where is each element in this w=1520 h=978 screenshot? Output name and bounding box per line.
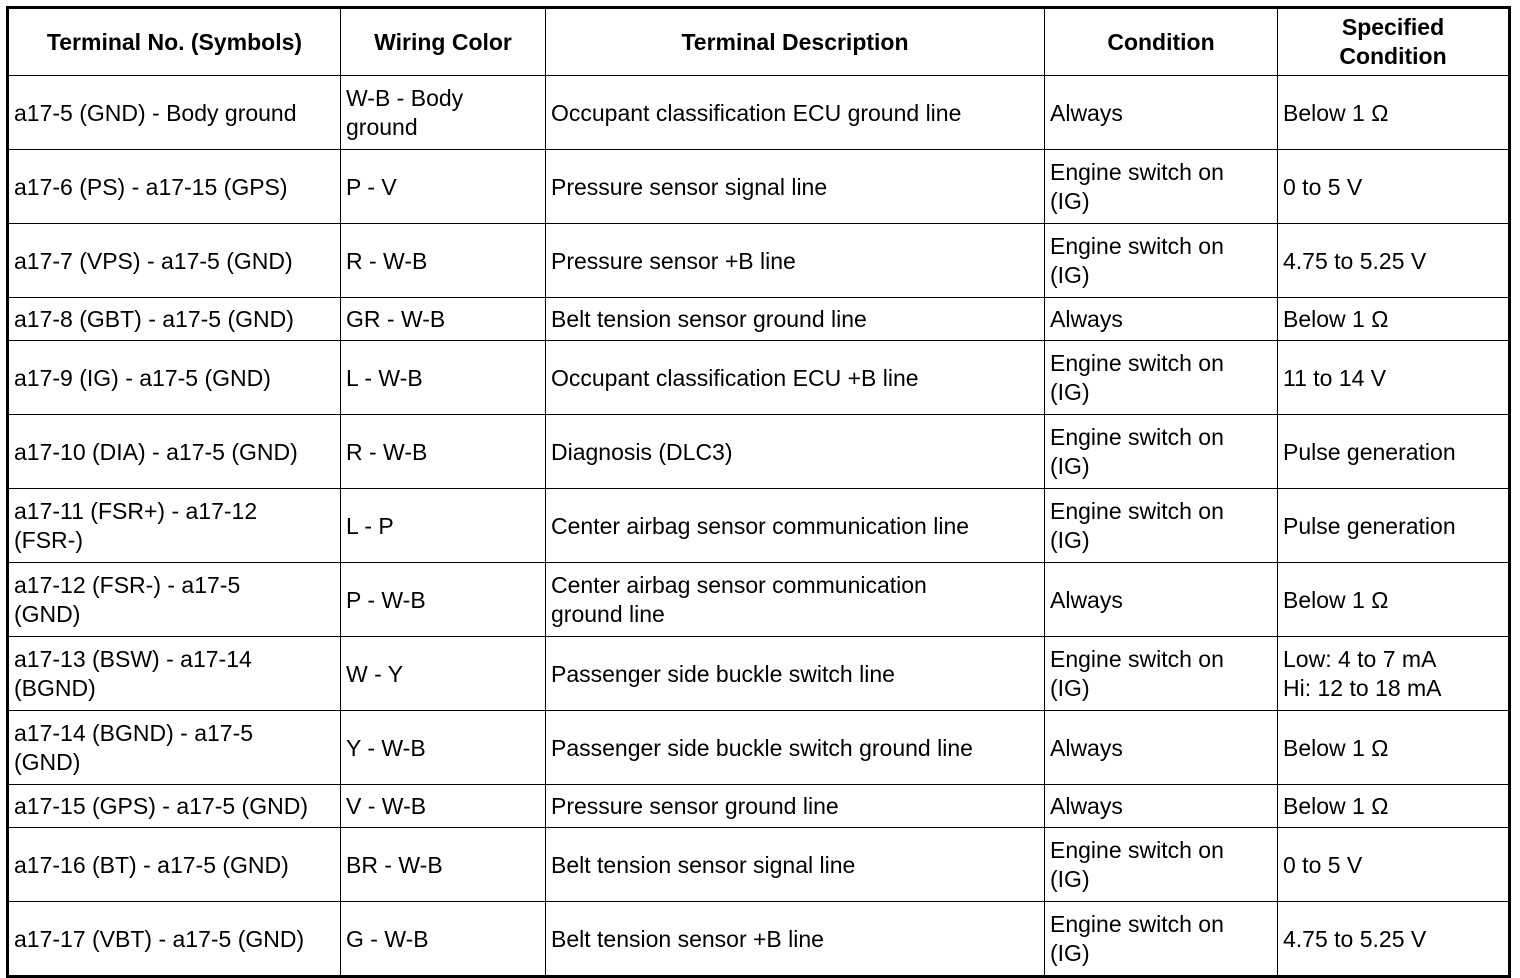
cell-specified-condition: 4.75 to 5.25 V bbox=[1278, 224, 1510, 298]
header-row bbox=[8, 8, 1510, 76]
cell-terminal-no: a17-14 (BGND) - a17-5 (GND) bbox=[8, 711, 341, 785]
cell-wiring-color: GR - W-B bbox=[341, 298, 546, 341]
cell-terminal-description: Occupant classification ECU ground line bbox=[546, 76, 1045, 150]
cell-wiring-color: R - W-B bbox=[341, 224, 546, 298]
cell-specified-condition: Low: 4 to 7 mA Hi: 12 to 18 mA bbox=[1278, 637, 1510, 711]
cell-wiring-color: V - W-B bbox=[341, 785, 546, 828]
cell-condition: Always bbox=[1045, 711, 1278, 785]
cell-condition: Engine switch on (IG) bbox=[1045, 902, 1278, 977]
cell-specified-condition: Below 1 Ω bbox=[1278, 785, 1510, 828]
cell-condition: Always bbox=[1045, 298, 1278, 341]
cell-specified-condition: Pulse generation bbox=[1278, 415, 1510, 489]
cell-terminal-description: Belt tension sensor +B line bbox=[546, 902, 1045, 977]
cell-condition: Engine switch on (IG) bbox=[1045, 150, 1278, 224]
header-terminal-no: Terminal No. (Symbols) bbox=[8, 8, 341, 76]
cell-condition: Engine switch on (IG) bbox=[1045, 415, 1278, 489]
cell-terminal-description: Belt tension sensor ground line bbox=[546, 298, 1045, 341]
table-row bbox=[8, 711, 1510, 785]
cell-terminal-description: Diagnosis (DLC3) bbox=[546, 415, 1045, 489]
table-row bbox=[8, 298, 1510, 341]
cell-terminal-no: a17-16 (BT) - a17-5 (GND) bbox=[8, 828, 341, 902]
header-wiring-color: Wiring Color bbox=[341, 8, 546, 76]
header-condition: Condition bbox=[1045, 8, 1278, 76]
cell-condition: Engine switch on (IG) bbox=[1045, 224, 1278, 298]
cell-condition: Engine switch on (IG) bbox=[1045, 489, 1278, 563]
cell-wiring-color: R - W-B bbox=[341, 415, 546, 489]
cell-specified-condition: Below 1 Ω bbox=[1278, 298, 1510, 341]
cell-condition: Always bbox=[1045, 785, 1278, 828]
cell-terminal-no: a17-6 (PS) - a17-15 (GPS) bbox=[8, 150, 341, 224]
table-row bbox=[8, 150, 1510, 224]
cell-terminal-description: Center airbag sensor communication line bbox=[546, 489, 1045, 563]
cell-wiring-color: L - P bbox=[341, 489, 546, 563]
cell-condition: Always bbox=[1045, 563, 1278, 637]
cell-wiring-color: W-B - Body ground bbox=[341, 76, 546, 150]
table-row bbox=[8, 637, 1510, 711]
cell-terminal-description: Occupant classification ECU +B line bbox=[546, 341, 1045, 415]
cell-terminal-no: a17-17 (VBT) - a17-5 (GND) bbox=[8, 902, 341, 977]
cell-terminal-no: a17-13 (BSW) - a17-14 (BGND) bbox=[8, 637, 341, 711]
cell-specified-condition: 4.75 to 5.25 V bbox=[1278, 902, 1510, 977]
cell-terminal-no: a17-15 (GPS) - a17-5 (GND) bbox=[8, 785, 341, 828]
cell-condition: Engine switch on (IG) bbox=[1045, 828, 1278, 902]
cell-terminal-description: Pressure sensor ground line bbox=[546, 785, 1045, 828]
cell-condition: Engine switch on (IG) bbox=[1045, 341, 1278, 415]
cell-condition: Engine switch on (IG) bbox=[1045, 637, 1278, 711]
cell-terminal-no: a17-7 (VPS) - a17-5 (GND) bbox=[8, 224, 341, 298]
table-row bbox=[8, 224, 1510, 298]
cell-wiring-color: G - W-B bbox=[341, 902, 546, 977]
cell-terminal-description: Belt tension sensor signal line bbox=[546, 828, 1045, 902]
cell-terminal-description: Pressure sensor +B line bbox=[546, 224, 1045, 298]
cell-specified-condition: 0 to 5 V bbox=[1278, 150, 1510, 224]
cell-specified-condition: Below 1 Ω bbox=[1278, 76, 1510, 150]
cell-wiring-color: P - W-B bbox=[341, 563, 546, 637]
table-row bbox=[8, 902, 1510, 977]
cell-specified-condition: 0 to 5 V bbox=[1278, 828, 1510, 902]
table-row bbox=[8, 563, 1510, 637]
cell-terminal-description: Passenger side buckle switch line bbox=[546, 637, 1045, 711]
cell-wiring-color: P - V bbox=[341, 150, 546, 224]
cell-specified-condition: Below 1 Ω bbox=[1278, 711, 1510, 785]
cell-terminal-no: a17-5 (GND) - Body ground bbox=[8, 76, 341, 150]
terminal-spec-table bbox=[6, 6, 1511, 978]
table-row bbox=[8, 76, 1510, 150]
cell-wiring-color: W - Y bbox=[341, 637, 546, 711]
table-row bbox=[8, 415, 1510, 489]
cell-terminal-description: Center airbag sensor communication ground line bbox=[546, 563, 1045, 637]
cell-wiring-color: BR - W-B bbox=[341, 828, 546, 902]
table-row bbox=[8, 785, 1510, 828]
cell-wiring-color: L - W-B bbox=[341, 341, 546, 415]
cell-specified-condition: Pulse generation bbox=[1278, 489, 1510, 563]
cell-terminal-description: Passenger side buckle switch ground line bbox=[546, 711, 1045, 785]
table-row bbox=[8, 489, 1510, 563]
cell-terminal-no: a17-10 (DIA) - a17-5 (GND) bbox=[8, 415, 341, 489]
table-row bbox=[8, 341, 1510, 415]
cell-specified-condition: 11 to 14 V bbox=[1278, 341, 1510, 415]
cell-terminal-no: a17-12 (FSR-) - a17-5 (GND) bbox=[8, 563, 341, 637]
header-terminal-description: Terminal Description bbox=[546, 8, 1045, 76]
table-row bbox=[8, 828, 1510, 902]
table-container bbox=[6, 6, 1511, 978]
cell-specified-condition: Below 1 Ω bbox=[1278, 563, 1510, 637]
cell-terminal-no: a17-8 (GBT) - a17-5 (GND) bbox=[8, 298, 341, 341]
cell-terminal-no: a17-11 (FSR+) - a17-12 (FSR-) bbox=[8, 489, 341, 563]
header-specified-condition: Specified Condition bbox=[1278, 8, 1510, 76]
cell-condition: Always bbox=[1045, 76, 1278, 150]
cell-wiring-color: Y - W-B bbox=[341, 711, 546, 785]
cell-terminal-no: a17-9 (IG) - a17-5 (GND) bbox=[8, 341, 341, 415]
cell-terminal-description: Pressure sensor signal line bbox=[546, 150, 1045, 224]
